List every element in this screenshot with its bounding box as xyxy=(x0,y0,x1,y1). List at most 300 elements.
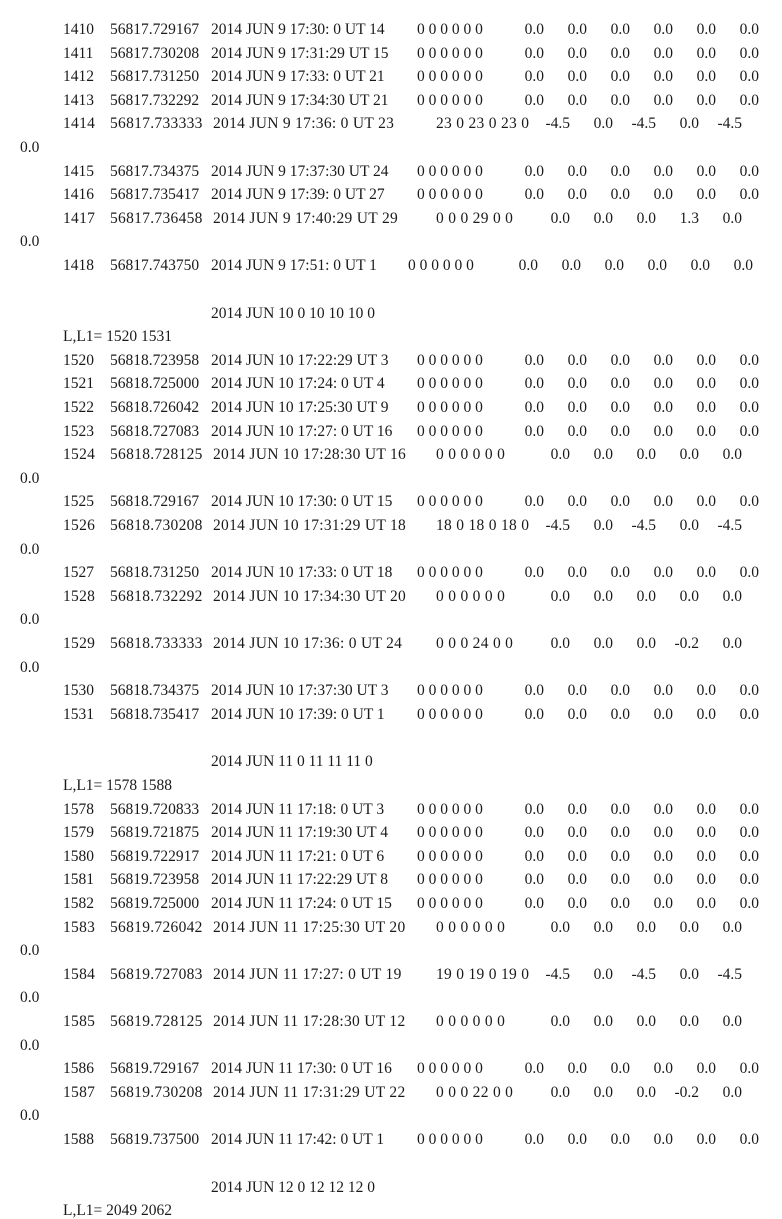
row-mjd: 56819.721875 xyxy=(110,824,200,842)
row-counts: 0 0 0 0 0 0 xyxy=(436,446,506,464)
row-mjd: 56817.734375 xyxy=(110,162,200,180)
row-value: 0.0 xyxy=(567,493,587,511)
row-continuation: 0.0 xyxy=(20,1107,40,1125)
row-value: 0.0 xyxy=(696,91,716,109)
row-value: 0.0 xyxy=(610,564,630,582)
row-timestamp: 2014 JUN 10 17:25:30 UT 9 xyxy=(211,399,389,416)
row-value: 0.0 xyxy=(610,895,630,912)
row-value: 0.0 xyxy=(636,446,656,464)
row-value: 0.0 xyxy=(524,68,544,86)
row-value: 0.0 xyxy=(739,824,759,842)
row-index: 1413 xyxy=(63,91,94,109)
row-mjd: 56817.731250 xyxy=(110,68,200,86)
row-value: 0.0 xyxy=(739,375,759,393)
table-row xyxy=(0,1132,782,1152)
row-value: 0.0 xyxy=(567,422,587,440)
row-continuation: 0.0 xyxy=(20,233,40,251)
row-counts: 0 0 0 0 0 0 xyxy=(417,871,483,889)
row-counts: 0 0 0 0 0 0 xyxy=(417,422,483,440)
row-counts: 0 0 0 0 0 0 xyxy=(436,587,506,605)
row-value: 0.0 xyxy=(550,635,570,652)
row-value: 0.0 xyxy=(696,895,716,912)
table-row xyxy=(0,920,782,940)
row-value: 0.0 xyxy=(567,44,587,62)
row-index: 1583 xyxy=(63,918,96,936)
row-index: 1416 xyxy=(63,186,94,204)
row-value: 0.0 xyxy=(610,682,630,700)
row-mjd: 56817.735417 xyxy=(110,186,200,204)
row-timestamp: 2014 JUN 11 17:27: 0 UT 19 xyxy=(213,965,402,983)
row-index: 1580 xyxy=(63,847,94,865)
row-value: 0.0 xyxy=(696,399,716,416)
row-value: 0.0 xyxy=(593,587,613,605)
row-value: 0.0 xyxy=(653,68,673,86)
range-line: L,L1= 1520 1531 xyxy=(63,328,173,346)
row-counts: 0 0 0 0 0 0 xyxy=(417,186,483,204)
row-counts: 0 0 0 0 0 0 xyxy=(417,351,483,369)
row-value: 0.0 xyxy=(696,375,716,393)
table-row xyxy=(0,1085,782,1105)
row-counts: 0 0 0 0 0 0 xyxy=(417,68,483,86)
row-value: 0.0 xyxy=(550,209,570,227)
row-value: 0.0 xyxy=(739,162,759,180)
table-row xyxy=(0,967,782,987)
row-value: 0.0 xyxy=(653,895,673,912)
row-value: 0.0 xyxy=(653,351,673,369)
row-value: 0.0 xyxy=(524,682,544,700)
row-timestamp: 2014 JUN 11 17:24: 0 UT 15 xyxy=(211,895,392,912)
row-value: 0.0 xyxy=(690,257,710,274)
row-value: 0.0 xyxy=(567,68,587,86)
row-value: 0.0 xyxy=(610,705,630,723)
table-row xyxy=(0,69,782,89)
row-value: 0.0 xyxy=(610,68,630,86)
day-header: 2014 JUN 12 0 12 12 12 0 xyxy=(211,1178,376,1196)
row-value: 0.0 xyxy=(696,800,716,818)
row-value: -4.5 xyxy=(631,115,656,133)
row-counts: 19 0 19 0 19 0 xyxy=(436,965,530,983)
row-value: 0.0 xyxy=(647,257,667,274)
row-value: 0.0 xyxy=(604,257,624,274)
row-value: 0.0 xyxy=(524,1060,544,1078)
row-mjd: 56819.726042 xyxy=(110,918,203,936)
table-row xyxy=(0,589,782,609)
row-value: 0.0 xyxy=(636,635,656,652)
table-row xyxy=(0,825,782,845)
row-timestamp: 2014 JUN 11 17:42: 0 UT 1 xyxy=(211,1131,385,1148)
row-mjd: 56817.733333 xyxy=(110,115,203,133)
row-value: 0.0 xyxy=(739,682,759,700)
row-value: 0.0 xyxy=(653,800,673,818)
row-index: 1579 xyxy=(63,824,94,842)
row-value: 0.0 xyxy=(567,1131,587,1148)
row-value: 0.0 xyxy=(696,705,716,723)
row-value: 0.0 xyxy=(679,517,699,534)
row-index: 1410 xyxy=(63,21,94,38)
row-index: 1526 xyxy=(63,517,96,534)
row-mjd: 56819.737500 xyxy=(110,1131,200,1148)
row-continuation: 0.0 xyxy=(20,942,40,960)
row-value: 0.0 xyxy=(550,1013,570,1030)
row-continuation: 0.0 xyxy=(20,1036,40,1054)
row-timestamp: 2014 JUN 9 17:36: 0 UT 23 xyxy=(213,115,395,133)
row-timestamp: 2014 JUN 9 17:31:29 UT 15 xyxy=(211,44,389,62)
row-value: -4.5 xyxy=(631,965,656,983)
row-value: -0.2 xyxy=(674,1083,699,1101)
row-value: 0.0 xyxy=(636,1083,656,1101)
row-value: 0.0 xyxy=(739,895,759,912)
row-value: -4.5 xyxy=(717,965,742,983)
table-row xyxy=(0,376,782,396)
row-mjd: 56819.720833 xyxy=(110,800,200,818)
range-line: L,L1= 2049 2062 xyxy=(63,1202,173,1219)
row-value: 0.0 xyxy=(593,209,613,227)
row-value: 0.0 xyxy=(739,399,759,416)
table-row xyxy=(0,400,782,420)
row-value: 0.0 xyxy=(567,847,587,865)
row-counts: 0 0 0 0 0 0 xyxy=(417,682,483,700)
row-mjd: 56818.730208 xyxy=(110,517,203,534)
table-row xyxy=(0,802,782,822)
row-index: 1588 xyxy=(63,1131,94,1148)
row-index: 1525 xyxy=(63,493,94,511)
row-value: 0.0 xyxy=(550,587,570,605)
row-value: 0.0 xyxy=(567,21,587,38)
row-mjd: 56819.730208 xyxy=(110,1083,203,1101)
row-value: 0.0 xyxy=(567,871,587,889)
row-mjd: 56817.729167 xyxy=(110,21,200,38)
row-value: 0.0 xyxy=(722,1013,742,1030)
row-value: 0.0 xyxy=(739,351,759,369)
row-value: 0.0 xyxy=(739,1060,759,1078)
row-timestamp: 2014 JUN 11 17:28:30 UT 12 xyxy=(213,1013,406,1030)
row-value: 0.0 xyxy=(524,705,544,723)
row-mjd: 56819.725000 xyxy=(110,895,200,912)
row-value: 0.0 xyxy=(524,564,544,582)
row-value: 0.0 xyxy=(524,186,544,204)
row-counts: 0 0 0 0 0 0 xyxy=(417,399,483,416)
row-value: 0.0 xyxy=(653,399,673,416)
row-timestamp: 2014 JUN 9 17:33: 0 UT 21 xyxy=(211,68,385,86)
row-value: 0.0 xyxy=(524,162,544,180)
row-mjd: 56818.732292 xyxy=(110,587,203,605)
row-value: 0.0 xyxy=(567,800,587,818)
row-value: 0.0 xyxy=(696,422,716,440)
row-value: 0.0 xyxy=(610,91,630,109)
row-value: 0.0 xyxy=(679,115,699,133)
row-counts: 23 0 23 0 23 0 xyxy=(436,115,530,133)
row-value: 0.0 xyxy=(610,162,630,180)
table-row xyxy=(0,46,782,66)
row-value: 0.0 xyxy=(739,186,759,204)
table-row xyxy=(0,22,782,42)
row-value: 0.0 xyxy=(696,44,716,62)
row-timestamp: 2014 JUN 10 17:31:29 UT 18 xyxy=(213,517,407,534)
row-value: 0.0 xyxy=(653,705,673,723)
row-value: 0.0 xyxy=(653,824,673,842)
table-row xyxy=(0,1014,782,1034)
row-value: 0.0 xyxy=(524,847,544,865)
row-value: 0.0 xyxy=(653,493,673,511)
table-row xyxy=(0,116,782,136)
row-mjd: 56818.723958 xyxy=(110,351,200,369)
row-continuation: 0.0 xyxy=(20,989,40,1007)
row-mjd: 56819.729167 xyxy=(110,1060,200,1078)
row-timestamp: 2014 JUN 10 17:37:30 UT 3 xyxy=(211,682,389,700)
row-value: 0.0 xyxy=(567,705,587,723)
row-mjd: 56818.726042 xyxy=(110,399,200,416)
row-value: 0.0 xyxy=(739,1131,759,1148)
row-value: 0.0 xyxy=(524,44,544,62)
row-index: 1528 xyxy=(63,587,96,605)
table-row xyxy=(0,896,782,916)
row-value: 0.0 xyxy=(567,1060,587,1078)
row-counts: 0 0 0 0 0 0 xyxy=(417,44,483,62)
row-timestamp: 2014 JUN 10 17:33: 0 UT 18 xyxy=(211,564,393,582)
table-row xyxy=(0,424,782,444)
row-value: 0.0 xyxy=(593,115,613,133)
row-value: 0.0 xyxy=(610,871,630,889)
table-row xyxy=(0,93,782,113)
row-timestamp: 2014 JUN 11 17:19:30 UT 4 xyxy=(211,824,388,842)
row-index: 1587 xyxy=(63,1083,96,1101)
row-value: -0.2 xyxy=(674,635,699,652)
row-value: 0.0 xyxy=(653,21,673,38)
row-timestamp: 2014 JUN 11 17:30: 0 UT 16 xyxy=(211,1060,392,1078)
row-value: 0.0 xyxy=(550,1083,570,1101)
row-counts: 0 0 0 0 0 0 xyxy=(417,824,483,842)
row-index: 1415 xyxy=(63,162,94,180)
row-value: 0.0 xyxy=(653,186,673,204)
row-value: 0.0 xyxy=(679,587,699,605)
row-value: 0.0 xyxy=(679,446,699,464)
row-value: 0.0 xyxy=(733,257,753,274)
row-value: 0.0 xyxy=(739,705,759,723)
row-value: 0.0 xyxy=(722,918,742,936)
row-value: 0.0 xyxy=(567,186,587,204)
row-value: 0.0 xyxy=(593,918,613,936)
row-mjd: 56819.723958 xyxy=(110,871,200,889)
row-value: -4.5 xyxy=(631,517,656,534)
row-value: 0.0 xyxy=(636,918,656,936)
row-timestamp: 2014 JUN 9 17:37:30 UT 24 xyxy=(211,162,389,180)
row-value: 0.0 xyxy=(550,446,570,464)
row-timestamp: 2014 JUN 10 17:30: 0 UT 15 xyxy=(211,493,393,511)
row-value: 0.0 xyxy=(524,422,544,440)
row-value: 0.0 xyxy=(739,21,759,38)
row-index: 1418 xyxy=(63,257,94,274)
row-value: 0.0 xyxy=(653,564,673,582)
row-timestamp: 2014 JUN 11 17:22:29 UT 8 xyxy=(211,871,388,889)
row-mjd: 56818.727083 xyxy=(110,422,200,440)
row-value: 0.0 xyxy=(739,564,759,582)
row-value: 0.0 xyxy=(653,1131,673,1148)
row-mjd: 56818.725000 xyxy=(110,375,200,393)
table-row xyxy=(0,872,782,892)
row-counts: 0 0 0 0 0 0 xyxy=(417,493,483,511)
row-value: 0.0 xyxy=(524,351,544,369)
row-mjd: 56818.735417 xyxy=(110,705,200,723)
row-continuation: 0.0 xyxy=(20,611,40,629)
row-value: 0.0 xyxy=(679,918,699,936)
row-value: 0.0 xyxy=(610,1131,630,1148)
row-counts: 0 0 0 24 0 0 xyxy=(436,635,514,652)
row-value: 1.3 xyxy=(679,209,699,227)
row-value: 0.0 xyxy=(653,682,673,700)
row-index: 1578 xyxy=(63,800,94,818)
table-row xyxy=(0,636,782,656)
row-value: 0.0 xyxy=(567,162,587,180)
row-value: 0.0 xyxy=(653,91,673,109)
row-mjd: 56817.736458 xyxy=(110,209,203,227)
row-value: 0.0 xyxy=(524,895,544,912)
row-timestamp: 2014 JUN 11 17:25:30 UT 20 xyxy=(213,918,406,936)
row-value: 0.0 xyxy=(524,91,544,109)
row-value: 0.0 xyxy=(524,21,544,38)
row-value: 0.0 xyxy=(593,446,613,464)
row-timestamp: 2014 JUN 9 17:30: 0 UT 14 xyxy=(211,21,385,38)
row-timestamp: 2014 JUN 10 17:36: 0 UT 24 xyxy=(213,635,403,652)
row-value: 0.0 xyxy=(610,824,630,842)
row-index: 1414 xyxy=(63,115,96,133)
row-value: 0.0 xyxy=(722,635,742,652)
table-row xyxy=(0,258,782,278)
row-value: 0.0 xyxy=(593,1083,613,1101)
row-mjd: 56819.727083 xyxy=(110,965,203,983)
row-value: 0.0 xyxy=(679,965,699,983)
row-value: 0.0 xyxy=(550,918,570,936)
row-value: 0.0 xyxy=(636,1013,656,1030)
row-timestamp: 2014 JUN 10 17:27: 0 UT 16 xyxy=(211,422,393,440)
row-value: 0.0 xyxy=(567,682,587,700)
row-index: 1527 xyxy=(63,564,94,582)
row-timestamp: 2014 JUN 9 17:39: 0 UT 27 xyxy=(211,186,385,204)
row-mjd: 56817.730208 xyxy=(110,44,200,62)
row-value: 0.0 xyxy=(653,847,673,865)
row-continuation: 0.0 xyxy=(20,540,40,558)
row-value: 0.0 xyxy=(722,1083,742,1101)
row-index: 1411 xyxy=(63,44,94,62)
row-value: 0.0 xyxy=(567,895,587,912)
row-value: 0.0 xyxy=(636,587,656,605)
row-counts: 0 0 0 0 0 0 xyxy=(417,800,483,818)
row-value: -4.5 xyxy=(545,517,570,534)
row-index: 1521 xyxy=(63,375,94,393)
table-row xyxy=(0,211,782,231)
row-value: 0.0 xyxy=(739,68,759,86)
row-value: 0.0 xyxy=(567,351,587,369)
row-value: 0.0 xyxy=(524,1131,544,1148)
row-value: 0.0 xyxy=(696,1060,716,1078)
row-value: 0.0 xyxy=(524,800,544,818)
row-counts: 0 0 0 0 0 0 xyxy=(436,1013,506,1030)
row-counts: 0 0 0 0 0 0 xyxy=(417,162,483,180)
row-value: 0.0 xyxy=(593,965,613,983)
row-counts: 0 0 0 0 0 0 xyxy=(417,847,483,865)
row-value: 0.0 xyxy=(696,1131,716,1148)
row-index: 1520 xyxy=(63,351,94,369)
row-counts: 0 0 0 0 0 0 xyxy=(417,21,483,38)
row-index: 1524 xyxy=(63,446,96,464)
row-value: 0.0 xyxy=(610,800,630,818)
row-index: 1531 xyxy=(63,705,94,723)
row-value: 0.0 xyxy=(524,375,544,393)
row-value: 0.0 xyxy=(739,871,759,889)
row-counts: 0 0 0 0 0 0 xyxy=(417,375,483,393)
row-counts: 18 0 18 0 18 0 xyxy=(436,517,530,534)
table-row xyxy=(0,353,782,373)
row-timestamp: 2014 JUN 10 17:34:30 UT 20 xyxy=(213,587,407,605)
row-value: 0.0 xyxy=(653,44,673,62)
row-value: 0.0 xyxy=(561,257,581,274)
row-value: 0.0 xyxy=(610,186,630,204)
row-value: 0.0 xyxy=(593,1013,613,1030)
row-value: 0.0 xyxy=(524,399,544,416)
row-value: 0.0 xyxy=(739,91,759,109)
row-timestamp: 2014 JUN 11 17:18: 0 UT 3 xyxy=(211,800,385,818)
table-row xyxy=(0,187,782,207)
row-counts: 0 0 0 0 0 0 xyxy=(417,705,483,723)
row-value: 0.0 xyxy=(739,847,759,865)
row-counts: 0 0 0 0 0 0 xyxy=(417,91,483,109)
row-index: 1412 xyxy=(63,68,94,86)
row-value: 0.0 xyxy=(636,209,656,227)
row-value: 0.0 xyxy=(696,186,716,204)
table-row xyxy=(0,447,782,467)
row-value: 0.0 xyxy=(722,209,742,227)
row-index: 1523 xyxy=(63,422,94,440)
row-value: 0.0 xyxy=(653,871,673,889)
row-value: 0.0 xyxy=(567,375,587,393)
row-value: 0.0 xyxy=(696,351,716,369)
row-continuation: 0.0 xyxy=(20,139,40,156)
row-value: 0.0 xyxy=(567,824,587,842)
table-row xyxy=(0,849,782,869)
row-value: 0.0 xyxy=(518,257,538,274)
table-row xyxy=(0,1061,782,1081)
row-mjd: 56818.733333 xyxy=(110,635,203,652)
row-timestamp: 2014 JUN 10 17:22:29 UT 3 xyxy=(211,351,389,369)
table-row xyxy=(0,494,782,514)
row-counts: 0 0 0 0 0 0 xyxy=(408,257,474,274)
row-mjd: 56817.743750 xyxy=(110,257,200,274)
day-header: 2014 JUN 10 0 10 10 10 0 xyxy=(211,304,376,322)
row-value: 0.0 xyxy=(739,493,759,511)
range-line: L,L1= 1578 1588 xyxy=(63,777,173,794)
row-value: 0.0 xyxy=(739,422,759,440)
row-value: 0.0 xyxy=(567,564,587,582)
row-index: 1584 xyxy=(63,965,96,983)
row-value: 0.0 xyxy=(696,847,716,865)
row-value: 0.0 xyxy=(610,1060,630,1078)
row-value: 0.0 xyxy=(653,162,673,180)
row-index: 1586 xyxy=(63,1060,94,1078)
row-mjd: 56819.728125 xyxy=(110,1013,203,1030)
row-index: 1581 xyxy=(63,871,94,889)
table-row xyxy=(0,518,782,538)
day-header: 2014 JUN 11 0 11 11 11 0 xyxy=(211,753,373,771)
row-counts: 0 0 0 22 0 0 xyxy=(436,1083,514,1101)
row-value: 0.0 xyxy=(653,1060,673,1078)
row-value: 0.0 xyxy=(653,375,673,393)
row-value: 0.0 xyxy=(610,21,630,38)
row-value: 0.0 xyxy=(610,399,630,416)
row-value: 0.0 xyxy=(696,68,716,86)
row-index: 1582 xyxy=(63,895,94,912)
row-timestamp: 2014 JUN 11 17:31:29 UT 22 xyxy=(213,1083,406,1101)
row-counts: 0 0 0 0 0 0 xyxy=(417,1131,483,1148)
row-value: 0.0 xyxy=(696,564,716,582)
